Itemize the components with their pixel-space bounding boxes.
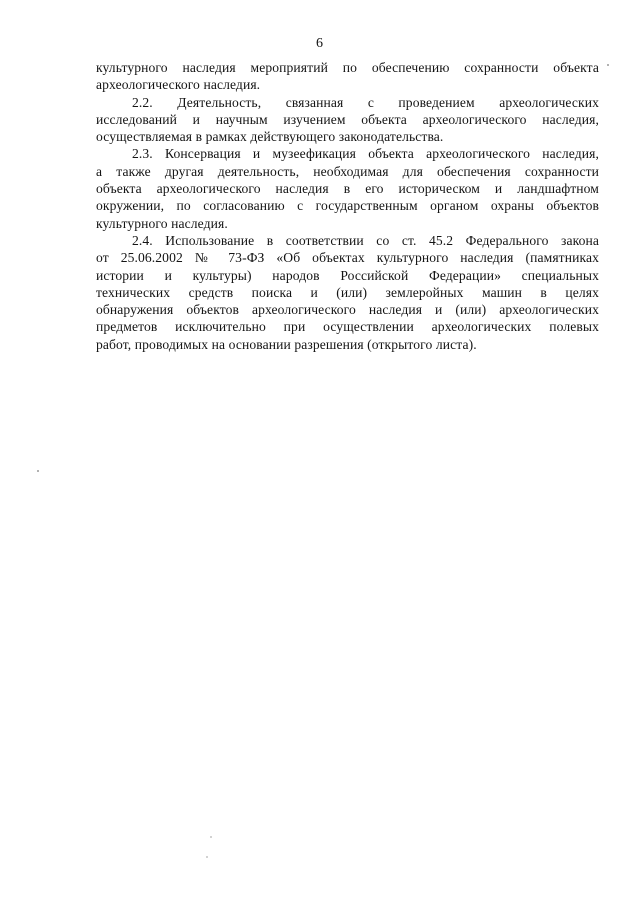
scan-artifact xyxy=(206,856,208,858)
paragraph-2-3 xyxy=(96,145,599,231)
text-line: от 25.06.2002 № 73-ФЗ «Об объектах культурного наследия (памятниках xyxy=(96,250,599,266)
text-line: археологического наследия. xyxy=(96,77,261,93)
text-line: культурного наследия мероприятий по обеспечению сохранности объекта xyxy=(96,60,599,75)
text-line: предметов исключительно при осуществлении археологических полевых xyxy=(96,319,599,335)
text-line: истории и культуры) народов Российской Федерации» специальных xyxy=(96,267,599,283)
scan-artifact xyxy=(210,836,212,838)
paragraph-2-4 xyxy=(96,232,599,353)
text-line: а также другая деятельность, необходимая для обеспечения сохранности xyxy=(96,163,599,179)
page-number: 6 xyxy=(316,36,323,51)
text-line: 2.3. Консервация и музеефикация объекта археологического наследия, xyxy=(132,146,599,162)
text-line: работ, проводимых на основании разрешения (открытого листа). xyxy=(96,336,477,352)
paragraph-2-2 xyxy=(96,94,599,146)
text-line: объекта археологического наследия в его историческом и ландшафтном xyxy=(96,181,599,197)
text-line: культурного наследия. xyxy=(96,215,228,231)
text-line: 2.4. Использование в соответствии со ст. 45.2 Федерального закона xyxy=(132,232,599,248)
document-body xyxy=(96,59,599,353)
text-line: 2.2. Деятельность, связанная с проведением археологических xyxy=(132,94,599,110)
text-line: окружении, по согласованию с государственным органом охраны объектов xyxy=(96,198,599,214)
text-line: технических средств поиска и (или) землеройных машин в целях xyxy=(96,284,599,300)
text-line: исследований и научным изучением объекта археологического наследия, xyxy=(96,111,599,127)
text-line: осуществляемая в рамках действующего законодательства. xyxy=(96,129,444,145)
scan-artifact xyxy=(607,64,609,66)
scan-artifact xyxy=(37,470,39,472)
text-line: обнаружения объектов археологического наследия и (или) археологических xyxy=(96,302,599,318)
paragraph-continuation xyxy=(96,59,599,94)
